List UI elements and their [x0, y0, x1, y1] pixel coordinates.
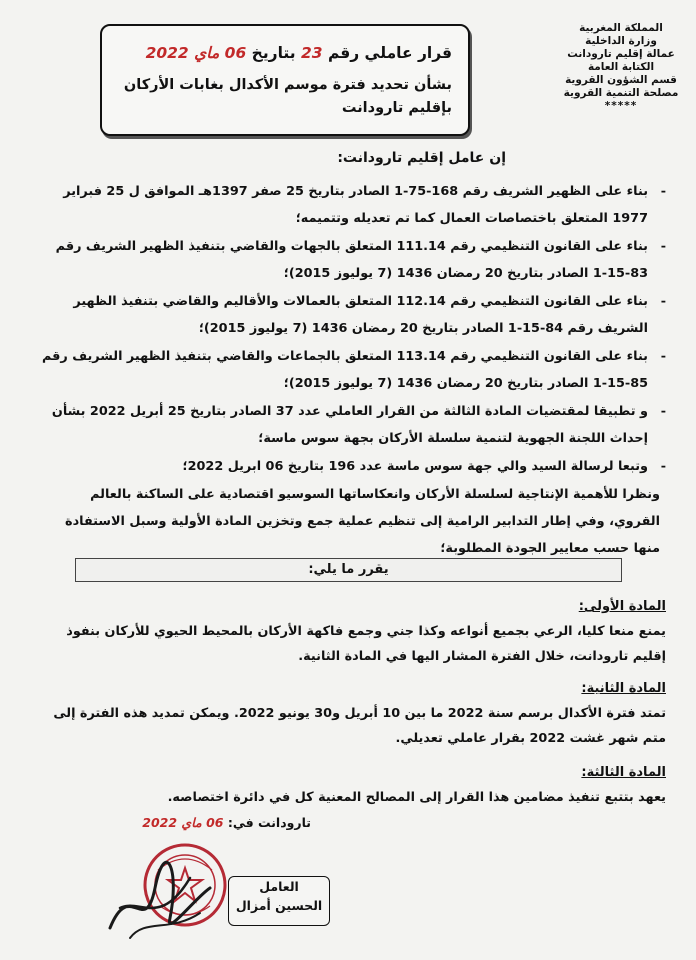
- decree-date-label: بتاريخ: [251, 44, 296, 62]
- signatory-title: العامل: [259, 879, 299, 894]
- header-line: قسم الشؤون القروية: [565, 74, 677, 86]
- header-line: المملكة المغربية: [579, 22, 663, 34]
- header-line: الكتابة العامة: [587, 61, 655, 73]
- decree-subject: بشأن تحديد فترة موسم الأكدال بغابات الأركان بإقليم تارودانت: [123, 77, 452, 116]
- article-heading: المادة الثالثة:: [581, 765, 666, 780]
- place-label: تارودانت في:: [227, 815, 311, 830]
- signatory-name: الحسين أمزال: [235, 898, 323, 913]
- decree-number-label: قرار عاملي رقم: [327, 44, 452, 62]
- decree-number-line: [112, 44, 452, 62]
- article-3: [36, 760, 666, 810]
- header-line: وزارة الداخلية: [585, 35, 657, 47]
- header-line: عمالة إقليم تارودانت: [567, 48, 675, 60]
- article-heading: المادة الثانية:: [581, 681, 666, 696]
- article-text: تمتد فترة الأكدال برسم سنة 2022 ما بين 10 أبريل و30 يونيو 2022. ويمكن تمديد هذه الفترة إلى متم شهر غشت 2022 بقرار عاملي تعديلي.: [53, 706, 666, 746]
- decides-heading: يقرر ما يلي:: [75, 558, 622, 582]
- addressee: إن عامل إقليم تارودانت:: [337, 150, 506, 166]
- article-heading: المادة الأولى:: [578, 599, 666, 614]
- decree-title-box: [100, 24, 470, 136]
- preamble-item: - بناء على القانون التنظيمي رقم 111.14 المتعلق بالجهات والقاضي بتنفيذ الظهير الشريف رقم 83-15-1 الصادر بتاريخ 20 رمضان 1436 (7 يوليوز 2015)؛: [55, 239, 666, 281]
- place-date: [142, 815, 311, 830]
- header-line: مصلحة التنمية القروية: [563, 87, 679, 99]
- considering-paragraph: ونظرا للأهمية الإنتاجية لسلسلة الأركان وانعكاساتها السوسيو اقتصادية على الساكنة بالعالم القروي، وفي إطار التدابير الرامية إلى تنظيم عملية جمع وتخزين المادة الأولية وسبل الاستفادة منها حسب معايير الجودة المطلوبة؛: [65, 487, 660, 556]
- preamble-item: - و تطبيقا لمقتضيات المادة الثالثة من القرار العاملي عدد 37 الصادر بتاريخ 25 أبريل 2022 بشأن إحداث اللجنة الجهوية لتنمية سلسلة الأركان بجهة سوس ماسة؛: [51, 404, 666, 446]
- handwritten-signature-icon: [100, 858, 220, 948]
- decree-number: 23: [300, 44, 323, 62]
- ministry-header: [556, 22, 686, 113]
- article-text: يعهد بتتبع تنفيذ مضامين هذا القرار إلى المصالح المعنية كل في دائرة اختصاصه.: [167, 790, 666, 805]
- signing-date: 06 ماي 2022: [142, 815, 224, 830]
- header-stars: *****: [604, 100, 638, 112]
- preamble-list: [36, 178, 666, 563]
- preamble-item: - بناء على القانون التنظيمي رقم 113.14 المتعلق بالجماعات والقاضي بتنفيذ الظهير الشريف رقم 85-15-1 الصادر بتاريخ 20 رمضان 1436 (7 يوليوز 2015)؛: [42, 349, 666, 391]
- signatory-box: [228, 876, 330, 926]
- article-text: يمنع منعا كليا، الرعي بجميع أنواعه وكذا جني وجمع فاكهة الأركان بالمحيط الحيوي للأركان بنفوذ إقليم تارودانت، خلال الفترة المشار اليها في المادة الثانية.: [66, 624, 666, 664]
- preamble-item: - بناء على القانون التنظيمي رقم 112.14 المتعلق بالعمالات والأقاليم والقاضي بتنفيذ الظهير الشريف رقم 84-15-1 الصادر بتاريخ 20 رمضان 1436 (7 يوليوز 2015)؛: [73, 294, 666, 336]
- preamble-item: - وتبعا لرسالة السيد والي جهة سوس ماسة عدد 196 بتاريخ 06 ابريل 2022؛: [182, 459, 666, 474]
- preamble-item: - بناء على الظهير الشريف رقم 168-75-1 الصادر بتاريخ 25 صفر 1397هـ الموافق ل 25 فبراير 1977 المتعلق باختصاصات العمال كما تم تعديله وتتميمه؛: [63, 184, 666, 226]
- article-1: [36, 594, 666, 669]
- article-2: [36, 676, 666, 751]
- decree-date: 06 ماي 2022: [145, 44, 247, 62]
